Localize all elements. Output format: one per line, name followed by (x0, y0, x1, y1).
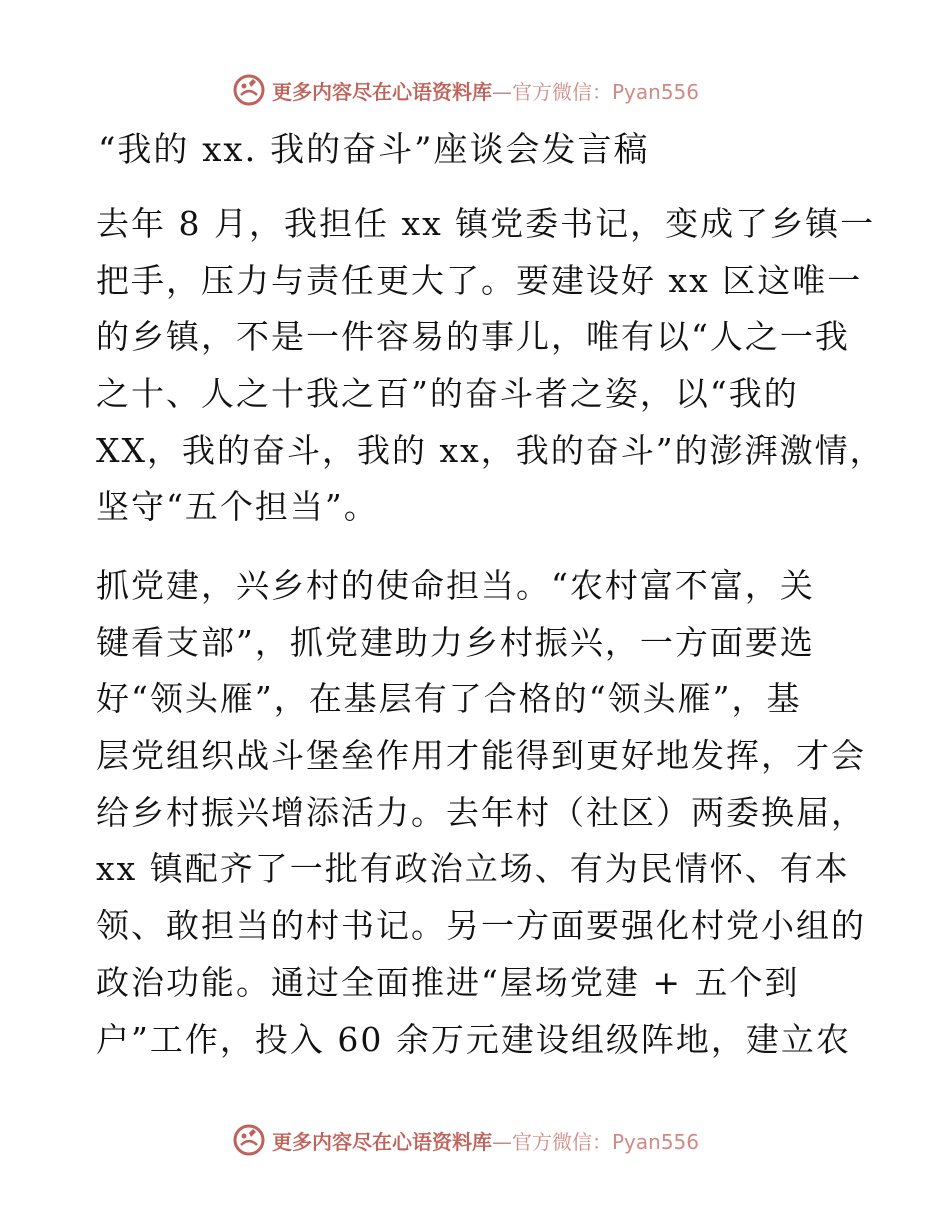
paragraph-line: 抓党建，兴乡村的使命担当。“农村富不富，关 (96, 566, 815, 605)
paragraph-line: 层党组织战斗堡垒作用才能得到更好地发挥，才会 (96, 736, 866, 776)
paragraph-line: 键看支部”，抓党建助力乡村振兴，一方面要选 (96, 622, 815, 662)
paragraph-line: 把手，压力与责任更大了。要建设好 xx 区这唯一 (96, 260, 863, 300)
document-title: “我的 xx. 我的奋斗”座谈会发言稿 (98, 130, 650, 170)
banner-separator: — (492, 79, 512, 104)
book-quill-logo-icon (232, 1123, 266, 1157)
banner-text (272, 1126, 699, 1155)
header-banner (232, 72, 699, 108)
banner-wechat-text: 官方微信：Pyan556 (512, 79, 700, 104)
paragraph-line: 之十、人之十我之百”的奋斗者之姿，以“我的 (96, 374, 799, 414)
book-quill-logo-icon (232, 73, 266, 107)
paragraph-line: 领、敢担当的村书记。另一方面要强化村党小组的 (96, 906, 866, 946)
paragraph-line: 政治功能。通过全面推进“屋场党建 + 五个到 (96, 962, 800, 1002)
paragraph-line: 的乡镇，不是一件容易的事儿，唯有以“人之一我 (96, 317, 850, 357)
paragraph-line: 好“领头雁”，在基层有了合格的“领头雁”，基 (96, 679, 802, 719)
paragraph-line: 去年 8 月，我担任 xx 镇党委书记，变成了乡镇一 (96, 204, 876, 243)
banner-main-text: 更多内容尽在心语资料库 (272, 1129, 492, 1154)
paragraph-line: xx 镇配齐了一批有政治立场、有为民情怀、有本 (96, 849, 850, 889)
footer-banner (232, 1122, 699, 1158)
banner-text (272, 76, 699, 105)
banner-main-text: 更多内容尽在心语资料库 (272, 79, 492, 104)
paragraph-line: 户”工作，投入 60 余万元建设组级阵地，建立农 (96, 1019, 851, 1059)
banner-separator: — (492, 1129, 512, 1154)
paragraph-2 (96, 558, 866, 1068)
banner-wechat-text: 官方微信：Pyan556 (512, 1129, 700, 1154)
paragraph-line: 给乡村振兴增添活力。去年村（社区）两委换届， (96, 792, 866, 832)
paragraph-line: XX，我的奋斗，我的 xx，我的奋斗”的澎湃激情， (96, 430, 885, 470)
paragraph-line: 坚守“五个担当”。 (96, 487, 379, 527)
paragraph-1 (96, 196, 885, 536)
